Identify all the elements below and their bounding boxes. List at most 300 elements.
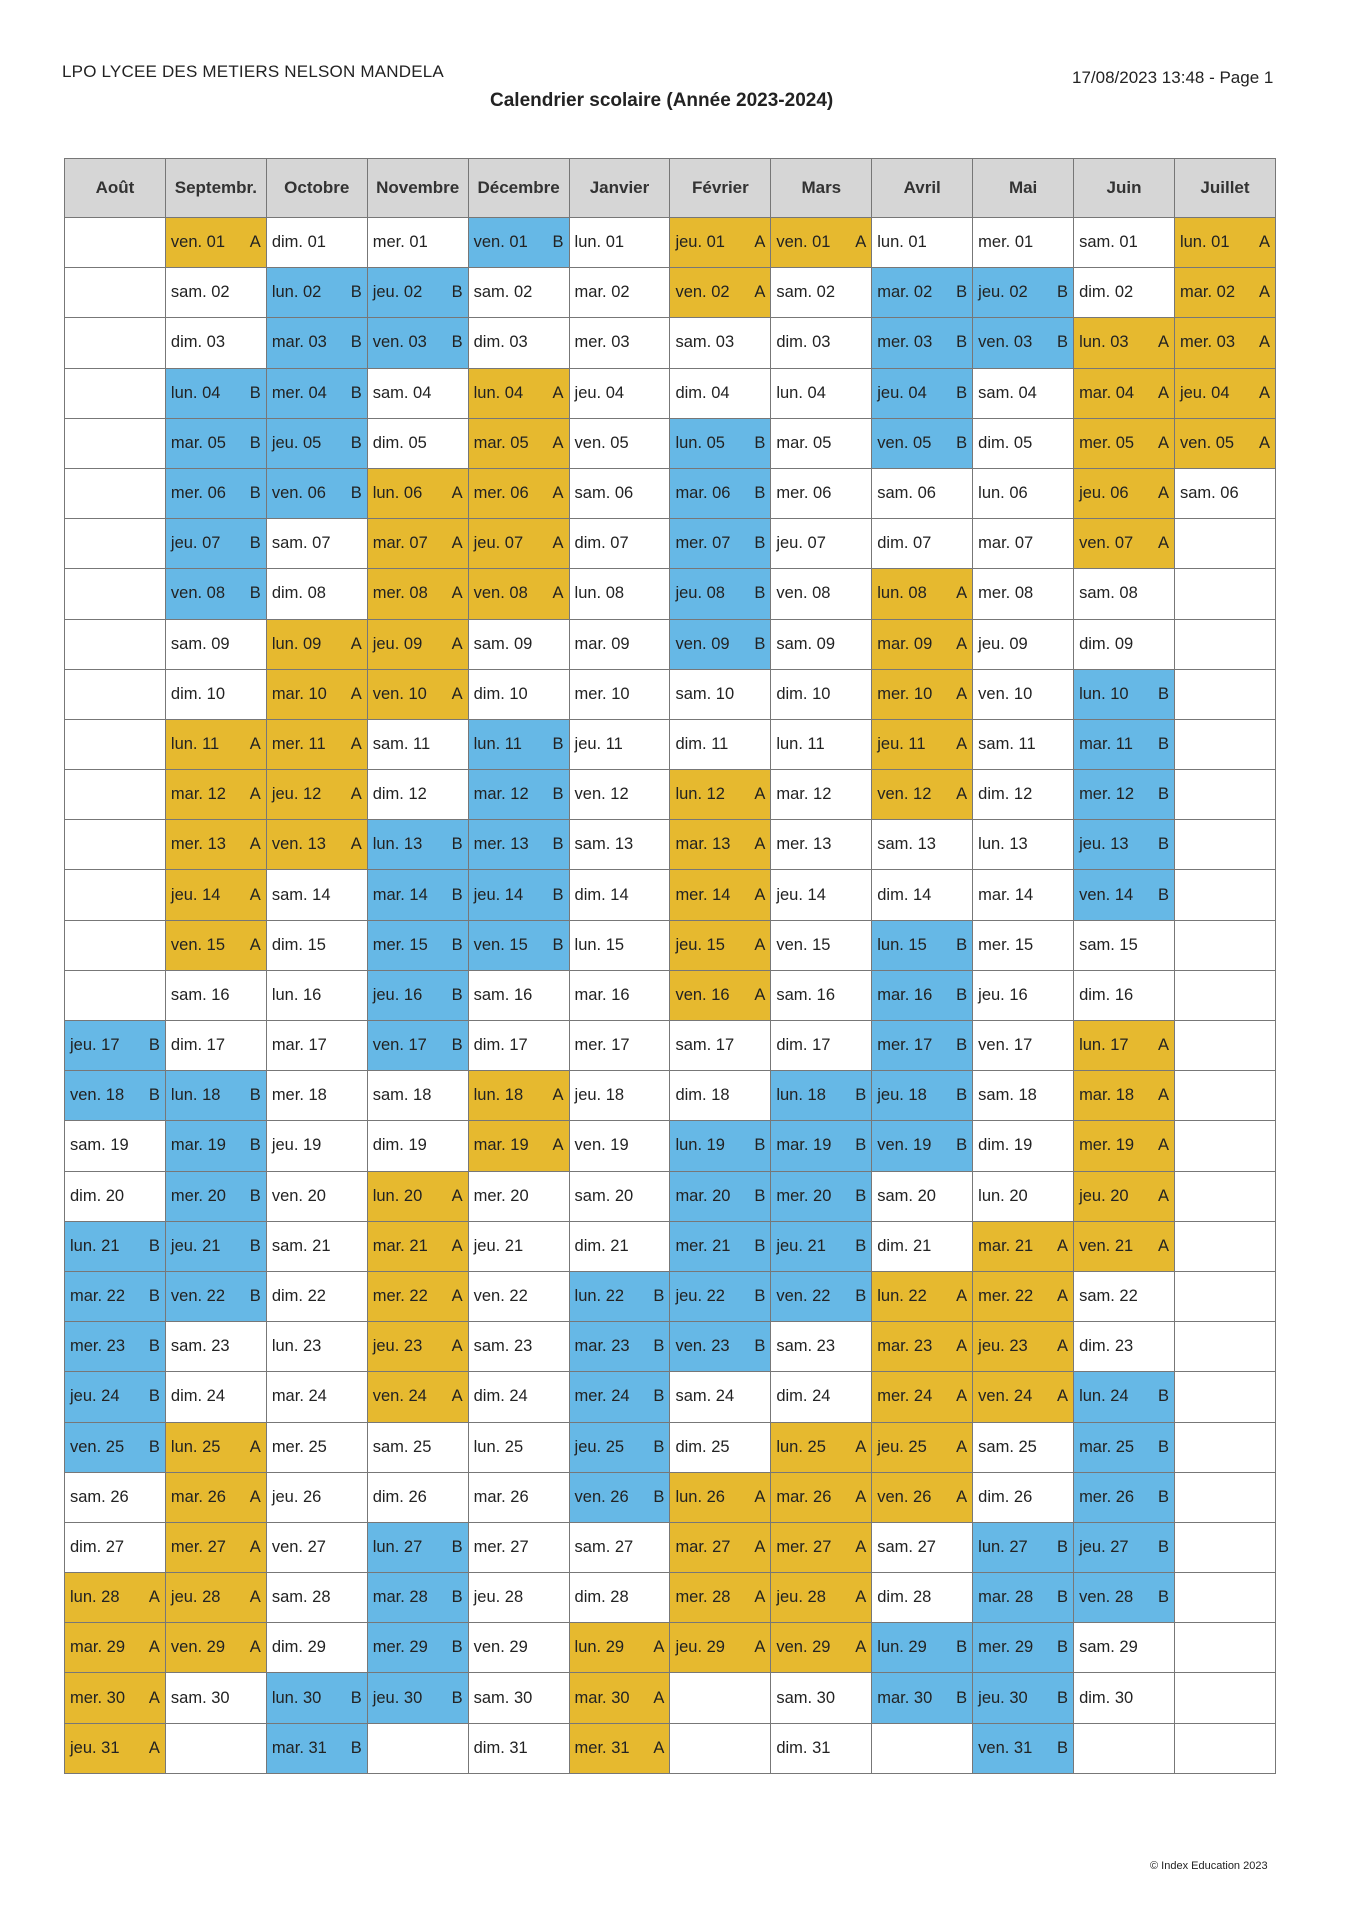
day-cell xyxy=(771,820,872,870)
day-label: jeu. 11 xyxy=(877,734,926,753)
day-label: jeu. 07 xyxy=(473,534,524,553)
day-label: dim. 07 xyxy=(877,534,932,553)
day-label: dim. 16 xyxy=(1079,985,1134,1004)
day-label: dim. 19 xyxy=(372,1136,427,1155)
day-cell xyxy=(165,1422,266,1472)
week-letter: A xyxy=(552,1136,564,1155)
week-letter: A xyxy=(754,835,766,854)
day-cell xyxy=(1174,870,1275,920)
day-cell xyxy=(872,1522,973,1572)
week-letter: B xyxy=(956,283,968,302)
week-letter: B xyxy=(956,333,968,352)
day-label: dim. 26 xyxy=(372,1487,427,1506)
week-letter: B xyxy=(552,785,564,804)
week-letter: B xyxy=(956,985,968,1004)
day-cell xyxy=(266,418,367,468)
day-cell xyxy=(670,1322,771,1372)
day-cell xyxy=(468,920,569,970)
week-letter: A xyxy=(148,1738,160,1757)
day-cell xyxy=(872,669,973,719)
day-cell xyxy=(1174,1271,1275,1321)
day-label: dim. 10 xyxy=(170,684,226,703)
day-label: ven. 05 xyxy=(877,433,932,452)
day-cell xyxy=(973,1221,1074,1271)
day-cell xyxy=(1074,1322,1175,1372)
day-cell xyxy=(569,268,670,318)
day-label: dim. 26 xyxy=(978,1487,1033,1506)
day-label: jeu. 20 xyxy=(1079,1186,1129,1205)
day-label: jeu. 02 xyxy=(978,283,1028,302)
day-cell xyxy=(1174,1673,1275,1723)
day-cell xyxy=(973,1322,1074,1372)
day-cell xyxy=(670,1723,771,1773)
week-letter: A xyxy=(1258,383,1270,402)
day-cell xyxy=(468,268,569,318)
day-cell xyxy=(165,719,266,769)
day-label: mar. 18 xyxy=(1079,1086,1135,1105)
school-name: LPO LYCEE DES METIERS NELSON MANDELA xyxy=(62,62,444,81)
week-letter: A xyxy=(754,1487,766,1506)
day-cell xyxy=(1074,1271,1175,1321)
day-label: jeu. 09 xyxy=(372,634,423,653)
day-label: mar. 14 xyxy=(372,885,428,904)
week-letter: A xyxy=(1258,433,1270,452)
week-letter: B xyxy=(855,1287,867,1306)
day-label: ven. 01 xyxy=(776,233,831,252)
day-cell xyxy=(771,1322,872,1372)
day-cell xyxy=(367,318,468,368)
day-label: jeu. 30 xyxy=(372,1688,423,1707)
day-cell xyxy=(670,418,771,468)
week-letter: A xyxy=(249,1588,261,1607)
day-cell xyxy=(1074,770,1175,820)
day-label: mar. 13 xyxy=(675,835,731,854)
day-cell xyxy=(973,1472,1074,1522)
week-letter: A xyxy=(451,1337,463,1356)
day-label: mar. 05 xyxy=(170,433,226,452)
day-cell xyxy=(872,418,973,468)
day-label: sam. 26 xyxy=(70,1487,129,1506)
day-cell xyxy=(973,1723,1074,1773)
day-cell xyxy=(872,1021,973,1071)
week-letter: A xyxy=(956,1287,968,1306)
week-letter: A xyxy=(451,684,463,703)
day-cell xyxy=(165,1221,266,1271)
day-label: mer. 27 xyxy=(170,1537,226,1556)
week-letter: B xyxy=(552,885,564,904)
week-letter: A xyxy=(451,534,463,553)
day-cell xyxy=(569,218,670,268)
day-label: ven. 13 xyxy=(271,835,326,854)
week-letter: A xyxy=(754,1537,766,1556)
day-label: lun. 17 xyxy=(1079,1036,1129,1055)
day-cell xyxy=(468,719,569,769)
calendar-row xyxy=(65,1623,1276,1673)
day-cell xyxy=(65,1271,166,1321)
day-cell xyxy=(569,719,670,769)
week-letter: A xyxy=(451,1236,463,1255)
day-label: dim. 28 xyxy=(574,1588,629,1607)
week-letter: A xyxy=(653,1638,665,1657)
week-letter: A xyxy=(552,584,564,603)
day-label: mar. 12 xyxy=(776,785,832,804)
day-label: sam. 17 xyxy=(675,1036,735,1055)
week-letter: B xyxy=(1157,835,1169,854)
day-cell xyxy=(670,719,771,769)
day-label: jeu. 14 xyxy=(473,885,524,904)
day-cell xyxy=(468,1522,569,1572)
day-label: jeu. 18 xyxy=(574,1086,625,1105)
day-label: dim. 01 xyxy=(271,233,326,252)
day-cell xyxy=(771,870,872,920)
week-letter: A xyxy=(249,734,261,753)
day-cell xyxy=(165,820,266,870)
calendar-row xyxy=(65,1723,1276,1773)
day-cell xyxy=(266,1472,367,1522)
day-label: dim. 05 xyxy=(372,433,427,452)
day-cell xyxy=(569,1522,670,1572)
week-letter: B xyxy=(1157,785,1169,804)
day-cell xyxy=(569,1171,670,1221)
day-label: jeu. 04 xyxy=(877,383,927,402)
week-letter: A xyxy=(956,584,968,603)
day-label: jeu. 13 xyxy=(1079,835,1129,854)
day-cell xyxy=(973,719,1074,769)
week-letter: B xyxy=(350,283,362,302)
day-label: mar. 12 xyxy=(473,785,529,804)
day-label: dim. 14 xyxy=(877,885,932,904)
week-letter: A xyxy=(451,1186,463,1205)
day-cell xyxy=(1174,1472,1275,1522)
week-letter: B xyxy=(552,835,564,854)
day-cell xyxy=(1174,1573,1275,1623)
day-cell xyxy=(266,719,367,769)
day-label: lun. 22 xyxy=(877,1287,927,1306)
day-label: dim. 21 xyxy=(574,1236,629,1255)
day-cell xyxy=(872,920,973,970)
day-label: lun. 04 xyxy=(473,383,524,402)
day-label: ven. 03 xyxy=(372,333,427,352)
week-letter: A xyxy=(350,634,362,653)
week-letter: B xyxy=(956,433,968,452)
day-label: sam. 16 xyxy=(776,985,836,1004)
day-cell xyxy=(165,970,266,1020)
day-cell xyxy=(367,1121,468,1171)
day-cell xyxy=(771,1472,872,1522)
day-cell xyxy=(872,218,973,268)
day-label: sam. 27 xyxy=(574,1537,634,1556)
day-cell xyxy=(367,770,468,820)
day-cell xyxy=(367,519,468,569)
week-letter: B xyxy=(956,1136,968,1155)
day-cell xyxy=(1174,1021,1275,1071)
day-label: sam. 21 xyxy=(271,1236,331,1255)
day-cell xyxy=(872,318,973,368)
week-letter: B xyxy=(855,1086,867,1105)
day-label: ven. 19 xyxy=(877,1136,932,1155)
day-label: lun. 27 xyxy=(978,1537,1028,1556)
day-label: sam. 10 xyxy=(675,684,735,703)
day-cell xyxy=(670,318,771,368)
day-cell xyxy=(771,970,872,1020)
day-cell xyxy=(872,368,973,418)
day-cell xyxy=(468,770,569,820)
day-cell xyxy=(65,820,166,870)
day-label: ven. 21 xyxy=(1079,1236,1134,1255)
day-label: jeu. 12 xyxy=(271,785,322,804)
day-cell xyxy=(1074,1673,1175,1723)
day-cell xyxy=(1174,268,1275,318)
day-cell xyxy=(1074,1573,1175,1623)
week-letter: A xyxy=(956,1387,968,1406)
day-label: dim. 11 xyxy=(675,734,729,753)
day-label: lun. 11 xyxy=(473,734,522,753)
day-cell xyxy=(1174,669,1275,719)
week-letter: B xyxy=(1157,1588,1169,1607)
day-cell xyxy=(973,820,1074,870)
week-letter: B xyxy=(1157,1437,1169,1456)
day-label: jeu. 21 xyxy=(776,1236,826,1255)
day-label: dim. 27 xyxy=(70,1537,125,1556)
page-title: Calendrier scolaire (Année 2023-2024) xyxy=(490,90,834,111)
day-cell xyxy=(872,770,973,820)
day-label: dim. 17 xyxy=(776,1036,831,1055)
day-cell xyxy=(266,569,367,619)
day-cell xyxy=(1074,1472,1175,1522)
week-letter: B xyxy=(956,1638,968,1657)
week-letter: A xyxy=(956,1437,968,1456)
day-label: lun. 03 xyxy=(1079,333,1129,352)
day-cell xyxy=(1074,1171,1175,1221)
week-letter: B xyxy=(956,1086,968,1105)
day-label: dim. 03 xyxy=(473,333,528,352)
day-cell xyxy=(266,870,367,920)
day-label: mer. 10 xyxy=(574,684,630,703)
day-cell xyxy=(670,1171,771,1221)
week-letter: B xyxy=(855,1136,867,1155)
day-cell xyxy=(367,1021,468,1071)
day-cell xyxy=(468,418,569,468)
day-cell xyxy=(65,669,166,719)
day-label: lun. 18 xyxy=(473,1086,524,1105)
day-cell xyxy=(872,1322,973,1372)
week-letter: B xyxy=(956,383,968,402)
week-letter: B xyxy=(1157,885,1169,904)
day-label: dim. 24 xyxy=(473,1387,528,1406)
day-label: ven. 08 xyxy=(776,584,831,603)
week-letter: B xyxy=(451,935,463,954)
day-cell xyxy=(468,468,569,518)
day-cell xyxy=(771,268,872,318)
calendar-row xyxy=(65,1673,1276,1723)
day-cell xyxy=(468,1171,569,1221)
day-cell xyxy=(1174,1322,1275,1372)
day-cell xyxy=(367,468,468,518)
day-label: mer. 01 xyxy=(372,233,428,252)
day-label: dim. 10 xyxy=(776,684,831,703)
day-cell xyxy=(65,1372,166,1422)
day-cell xyxy=(165,1472,266,1522)
day-cell xyxy=(670,1673,771,1723)
week-letter: B xyxy=(1157,1537,1169,1556)
day-cell xyxy=(670,1071,771,1121)
day-cell xyxy=(266,268,367,318)
day-cell xyxy=(468,1372,569,1422)
day-cell xyxy=(670,1221,771,1271)
day-cell xyxy=(1174,519,1275,569)
day-label: lun. 01 xyxy=(877,233,927,252)
day-label: mer. 30 xyxy=(70,1688,126,1707)
day-cell xyxy=(468,870,569,920)
week-letter: A xyxy=(249,233,261,252)
week-letter: B xyxy=(1057,1738,1069,1757)
calendar-row xyxy=(65,820,1276,870)
day-cell xyxy=(1174,368,1275,418)
day-label: mer. 18 xyxy=(271,1086,327,1105)
day-label: mer. 23 xyxy=(70,1337,126,1356)
day-cell xyxy=(771,669,872,719)
day-label: mar. 27 xyxy=(675,1537,731,1556)
day-cell xyxy=(266,619,367,669)
day-cell xyxy=(771,1673,872,1723)
day-cell xyxy=(569,1121,670,1171)
day-cell xyxy=(266,1422,367,1472)
day-label: mar. 24 xyxy=(271,1387,327,1406)
day-label: mer. 14 xyxy=(675,885,731,904)
day-cell xyxy=(872,519,973,569)
day-label: mer. 22 xyxy=(372,1287,428,1306)
day-label: sam. 22 xyxy=(1079,1287,1138,1306)
month-header: Mars xyxy=(771,159,872,218)
day-label: dim. 10 xyxy=(473,684,528,703)
week-letter: A xyxy=(1057,1337,1069,1356)
week-letter: A xyxy=(249,1638,261,1657)
day-label: ven. 03 xyxy=(978,333,1033,352)
day-cell xyxy=(670,1372,771,1422)
day-label: mer. 29 xyxy=(372,1638,428,1657)
day-label: ven. 31 xyxy=(978,1738,1033,1757)
day-label: mer. 13 xyxy=(473,835,529,854)
week-letter: A xyxy=(754,985,766,1004)
day-label: ven. 22 xyxy=(473,1287,528,1306)
week-letter: A xyxy=(653,1738,665,1757)
day-cell xyxy=(771,1271,872,1321)
day-label: mer. 20 xyxy=(473,1186,529,1205)
day-label: sam. 30 xyxy=(170,1688,230,1707)
week-letter: A xyxy=(552,484,564,503)
day-label: dim. 15 xyxy=(271,935,326,954)
day-label: mar. 02 xyxy=(1179,283,1235,302)
day-label: mer. 15 xyxy=(978,935,1034,954)
day-label: sam. 24 xyxy=(675,1387,735,1406)
day-label: dim. 03 xyxy=(170,333,226,352)
day-cell xyxy=(367,1071,468,1121)
day-cell xyxy=(670,1121,771,1171)
day-label: lun. 23 xyxy=(271,1337,322,1356)
day-cell xyxy=(670,268,771,318)
day-cell xyxy=(973,1623,1074,1673)
calendar-row xyxy=(65,1322,1276,1372)
day-cell xyxy=(266,1121,367,1171)
week-letter: A xyxy=(350,785,362,804)
day-cell xyxy=(872,1221,973,1271)
week-letter: A xyxy=(956,785,968,804)
day-cell xyxy=(569,1623,670,1673)
day-cell xyxy=(1174,770,1275,820)
day-label: mer. 11 xyxy=(271,734,326,753)
day-cell xyxy=(569,1673,670,1723)
day-cell xyxy=(468,1573,569,1623)
day-cell xyxy=(65,1121,166,1171)
day-cell xyxy=(266,1021,367,1071)
week-letter: B xyxy=(148,1387,160,1406)
day-label: dim. 14 xyxy=(574,885,629,904)
week-letter: B xyxy=(1057,283,1069,302)
day-cell xyxy=(65,519,166,569)
day-cell xyxy=(468,1221,569,1271)
day-label: mer. 29 xyxy=(978,1638,1034,1657)
day-cell xyxy=(266,318,367,368)
week-letter: A xyxy=(855,1537,867,1556)
week-letter: B xyxy=(148,1437,160,1456)
day-cell xyxy=(367,1271,468,1321)
day-cell xyxy=(1174,1623,1275,1673)
week-letter: A xyxy=(1057,1387,1069,1406)
day-cell xyxy=(569,318,670,368)
day-label: jeu. 25 xyxy=(877,1437,927,1456)
day-cell xyxy=(973,669,1074,719)
day-label: dim. 24 xyxy=(776,1387,831,1406)
day-label: sam. 06 xyxy=(1179,484,1239,503)
day-cell xyxy=(165,1673,266,1723)
calendar-row xyxy=(65,1472,1276,1522)
day-cell xyxy=(872,619,973,669)
day-label: jeu. 18 xyxy=(877,1086,927,1105)
calendar-row xyxy=(65,418,1276,468)
day-cell xyxy=(266,519,367,569)
day-label: jeu. 04 xyxy=(1179,383,1230,402)
day-cell xyxy=(266,1673,367,1723)
day-label: jeu. 07 xyxy=(170,534,221,553)
day-label: mer. 04 xyxy=(271,383,327,402)
day-cell xyxy=(266,970,367,1020)
day-label: jeu. 23 xyxy=(978,1337,1028,1356)
day-label: mar. 31 xyxy=(271,1738,327,1757)
day-cell xyxy=(569,1723,670,1773)
day-label: dim. 17 xyxy=(170,1036,226,1055)
day-label: ven. 01 xyxy=(473,233,528,252)
day-label: mer. 22 xyxy=(978,1287,1034,1306)
week-letter: A xyxy=(956,1487,968,1506)
day-cell xyxy=(872,569,973,619)
day-label: dim. 17 xyxy=(473,1036,528,1055)
day-cell xyxy=(266,1573,367,1623)
day-cell xyxy=(771,1372,872,1422)
day-cell xyxy=(1074,1522,1175,1572)
day-label: sam. 16 xyxy=(170,985,230,1004)
day-label: mar. 26 xyxy=(776,1487,832,1506)
day-label: sam. 20 xyxy=(574,1186,634,1205)
day-cell xyxy=(872,1171,973,1221)
day-label: mer. 31 xyxy=(574,1738,630,1757)
day-label: mar. 26 xyxy=(170,1487,226,1506)
day-cell xyxy=(670,770,771,820)
day-label: mar. 07 xyxy=(978,534,1034,553)
day-cell xyxy=(266,1071,367,1121)
day-cell xyxy=(1074,418,1175,468)
day-label: ven. 26 xyxy=(877,1487,932,1506)
week-letter: A xyxy=(249,785,261,804)
